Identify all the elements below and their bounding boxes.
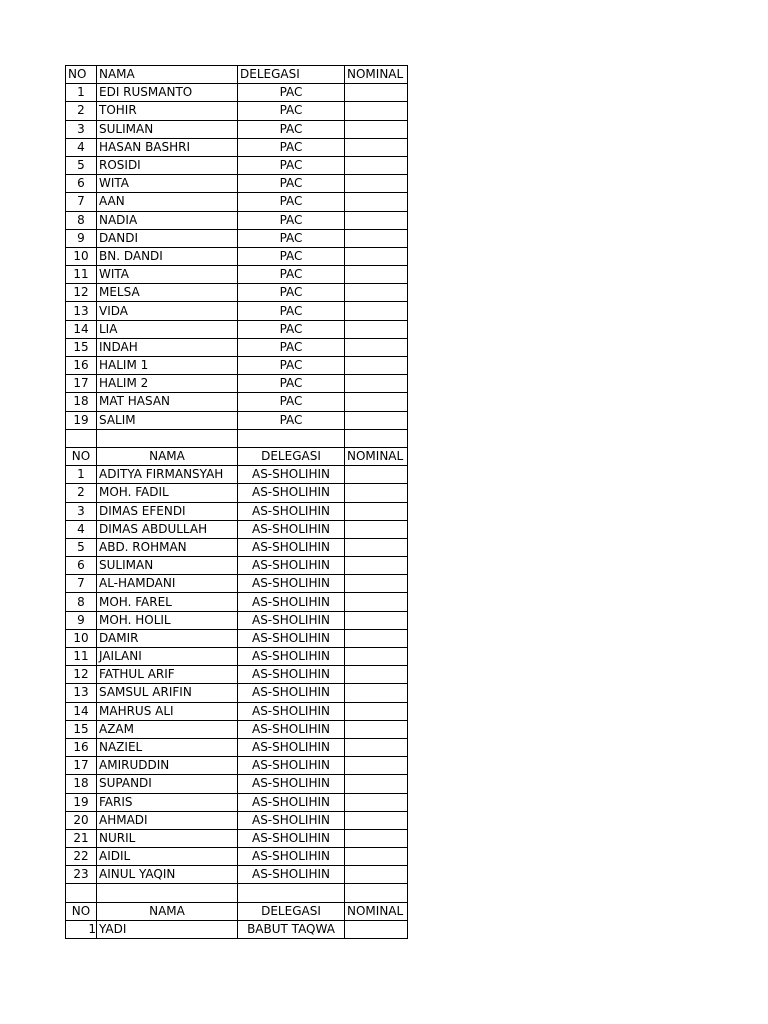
cell-nominal[interactable] — [345, 338, 408, 356]
cell-nama[interactable]: EDI RUSMANTO — [97, 84, 238, 102]
cell-nama[interactable]: AAN — [97, 193, 238, 211]
cell-nominal[interactable] — [345, 848, 408, 866]
table-row — [66, 757, 408, 775]
cell-nama[interactable]: DIMAS EFENDI — [97, 502, 238, 520]
cell-delegasi[interactable]: AS-SHOLIHIN — [238, 557, 345, 575]
cell-nominal[interactable] — [345, 829, 408, 847]
cell-no[interactable]: 8 — [66, 211, 97, 229]
cell-no[interactable]: 8 — [66, 593, 97, 611]
cell-delegasi[interactable]: PAC — [238, 175, 345, 193]
table-row — [66, 775, 408, 793]
table-row — [66, 266, 408, 284]
cell-no[interactable]: 18 — [66, 775, 97, 793]
cell-delegasi[interactable]: AS-SHOLIHIN — [238, 757, 345, 775]
spacer-row — [66, 884, 408, 902]
cell-delegasi[interactable]: AS-SHOLIHIN — [238, 829, 345, 847]
table-row — [66, 484, 408, 502]
cell-delegasi[interactable]: AS-SHOLIHIN — [238, 538, 345, 556]
delegation-table — [65, 65, 408, 939]
cell-nama[interactable]: MOH. FADIL — [97, 484, 238, 502]
cell-nama[interactable]: VIDA — [97, 302, 238, 320]
cell-nama[interactable]: AL-HAMDANI — [97, 575, 238, 593]
table-row — [66, 702, 408, 720]
cell-no[interactable]: 20 — [66, 811, 97, 829]
cell-no[interactable]: 16 — [66, 738, 97, 756]
cell-no[interactable]: 7 — [66, 193, 97, 211]
cell-delegasi[interactable]: PAC — [238, 193, 345, 211]
cell-delegasi[interactable]: AS-SHOLIHIN — [238, 684, 345, 702]
cell-no[interactable]: 10 — [66, 247, 97, 265]
empty-cell[interactable] — [345, 884, 408, 902]
cell-nominal[interactable] — [345, 920, 408, 938]
cell-nama[interactable]: DIMAS ABDULLAH — [97, 520, 238, 538]
empty-cell[interactable] — [97, 429, 238, 447]
cell-delegasi[interactable]: AS-SHOLIHIN — [238, 502, 345, 520]
cell-nominal[interactable] — [345, 84, 408, 102]
cell-no[interactable]: 6 — [66, 175, 97, 193]
cell-nama[interactable]: WITA — [97, 175, 238, 193]
empty-cell[interactable] — [66, 429, 97, 447]
cell-no[interactable]: 14 — [66, 320, 97, 338]
cell-nama[interactable]: SULIMAN — [97, 557, 238, 575]
cell-nama[interactable]: FARIS — [97, 793, 238, 811]
cell-nama[interactable]: NAZIEL — [97, 738, 238, 756]
cell-nominal[interactable] — [345, 357, 408, 375]
cell-nominal[interactable] — [345, 229, 408, 247]
table-row — [66, 357, 408, 375]
cell-no[interactable]: 11 — [66, 648, 97, 666]
header-row — [66, 66, 408, 84]
table-row — [66, 684, 408, 702]
cell-no[interactable]: 14 — [66, 702, 97, 720]
cell-delegasi[interactable]: PAC — [238, 357, 345, 375]
cell-nominal[interactable] — [345, 575, 408, 593]
table-row — [66, 211, 408, 229]
cell-delegasi[interactable]: AS-SHOLIHIN — [238, 866, 345, 884]
cell-delegasi[interactable]: AS-SHOLIHIN — [238, 793, 345, 811]
cell-no[interactable]: 17 — [66, 757, 97, 775]
cell-no[interactable]: 9 — [66, 611, 97, 629]
table-row — [66, 193, 408, 211]
cell-delegasi[interactable]: AS-SHOLIHIN — [238, 466, 345, 484]
cell-delegasi[interactable]: PAC — [238, 375, 345, 393]
cell-no[interactable]: 1 — [66, 466, 97, 484]
header-delegasi[interactable]: DELEGASI — [238, 447, 345, 465]
cell-delegasi[interactable]: AS-SHOLIHIN — [238, 520, 345, 538]
cell-nominal[interactable] — [345, 102, 408, 120]
cell-nama[interactable]: AIDIL — [97, 848, 238, 866]
table-row — [66, 738, 408, 756]
table-row — [66, 575, 408, 593]
header-nama[interactable]: NAMA — [97, 902, 238, 920]
table-row — [66, 247, 408, 265]
table-row — [66, 648, 408, 666]
cell-no[interactable]: 2 — [66, 102, 97, 120]
cell-delegasi[interactable]: BABUT TAQWA — [238, 920, 345, 938]
cell-delegasi[interactable]: PAC — [238, 156, 345, 174]
header-delegasi[interactable]: DELEGASI — [238, 902, 345, 920]
cell-no[interactable]: 5 — [66, 538, 97, 556]
table-row — [66, 593, 408, 611]
cell-nama[interactable]: YADI — [97, 920, 238, 938]
cell-no[interactable]: 6 — [66, 557, 97, 575]
table-row — [66, 84, 408, 102]
cell-no[interactable]: 15 — [66, 720, 97, 738]
cell-no[interactable]: 13 — [66, 684, 97, 702]
header-delegasi[interactable]: DELEGASI — [238, 66, 345, 84]
cell-nominal[interactable] — [345, 648, 408, 666]
cell-delegasi[interactable]: AS-SHOLIHIN — [238, 593, 345, 611]
table-row — [66, 629, 408, 647]
cell-nominal[interactable] — [345, 393, 408, 411]
table-body — [66, 66, 408, 939]
cell-delegasi[interactable]: PAC — [238, 102, 345, 120]
cell-no[interactable]: 23 — [66, 866, 97, 884]
cell-delegasi[interactable]: PAC — [238, 338, 345, 356]
cell-no[interactable]: 22 — [66, 848, 97, 866]
cell-nominal[interactable] — [345, 484, 408, 502]
empty-cell[interactable] — [345, 429, 408, 447]
cell-no[interactable]: 12 — [66, 284, 97, 302]
table-row — [66, 466, 408, 484]
cell-nominal[interactable] — [345, 156, 408, 174]
table-row — [66, 611, 408, 629]
cell-delegasi[interactable]: PAC — [238, 284, 345, 302]
cell-nominal[interactable] — [345, 684, 408, 702]
cell-nominal[interactable] — [345, 666, 408, 684]
cell-delegasi[interactable]: PAC — [238, 138, 345, 156]
cell-delegasi[interactable]: PAC — [238, 229, 345, 247]
cell-nama[interactable]: AINUL YAQIN — [97, 866, 238, 884]
cell-nama[interactable]: ADITYA FIRMANSYAH — [97, 466, 238, 484]
cell-nominal[interactable] — [345, 302, 408, 320]
table-row — [66, 793, 408, 811]
empty-cell[interactable] — [66, 884, 97, 902]
cell-nama[interactable]: SULIMAN — [97, 120, 238, 138]
cell-nama[interactable]: ROSIDI — [97, 156, 238, 174]
cell-nama[interactable]: MAT HASAN — [97, 393, 238, 411]
table-row — [66, 284, 408, 302]
cell-nominal[interactable] — [345, 411, 408, 429]
table-row — [66, 338, 408, 356]
cell-nama[interactable]: WITA — [97, 266, 238, 284]
table-row — [66, 520, 408, 538]
cell-delegasi[interactable]: AS-SHOLIHIN — [238, 848, 345, 866]
empty-cell[interactable] — [238, 429, 345, 447]
cell-nama[interactable]: SALIM — [97, 411, 238, 429]
cell-delegasi[interactable]: AS-SHOLIHIN — [238, 629, 345, 647]
cell-nominal[interactable] — [345, 720, 408, 738]
cell-nama[interactable]: HASAN BASHRI — [97, 138, 238, 156]
empty-cell[interactable] — [97, 884, 238, 902]
cell-delegasi[interactable]: PAC — [238, 120, 345, 138]
table-row — [66, 502, 408, 520]
cell-delegasi[interactable]: PAC — [238, 411, 345, 429]
header-nama[interactable]: NAMA — [97, 66, 238, 84]
cell-delegasi[interactable]: PAC — [238, 211, 345, 229]
cell-nama[interactable]: HALIM 2 — [97, 375, 238, 393]
table-row — [66, 866, 408, 884]
cell-nama[interactable]: NADIA — [97, 211, 238, 229]
table-row — [66, 375, 408, 393]
cell-nominal[interactable] — [345, 557, 408, 575]
cell-nominal[interactable] — [345, 538, 408, 556]
cell-delegasi[interactable]: AS-SHOLIHIN — [238, 702, 345, 720]
cell-nominal[interactable] — [345, 629, 408, 647]
cell-no[interactable]: 19 — [66, 793, 97, 811]
table-row — [66, 302, 408, 320]
cell-nominal[interactable] — [345, 502, 408, 520]
cell-nama[interactable]: NURIL — [97, 829, 238, 847]
cell-no[interactable]: 4 — [66, 138, 97, 156]
cell-delegasi[interactable]: PAC — [238, 302, 345, 320]
table-row — [66, 138, 408, 156]
cell-no[interactable]: 17 — [66, 375, 97, 393]
cell-nama[interactable]: LIA — [97, 320, 238, 338]
cell-nama[interactable]: HALIM 1 — [97, 357, 238, 375]
cell-nominal[interactable] — [345, 247, 408, 265]
header-nama[interactable]: NAMA — [97, 447, 238, 465]
table-row — [66, 720, 408, 738]
cell-no[interactable]: 10 — [66, 629, 97, 647]
cell-nominal[interactable] — [345, 466, 408, 484]
cell-nominal[interactable] — [345, 793, 408, 811]
cell-nominal[interactable] — [345, 193, 408, 211]
table-row — [66, 229, 408, 247]
table-row — [66, 320, 408, 338]
table-row — [66, 156, 408, 174]
cell-nominal[interactable] — [345, 120, 408, 138]
cell-nama[interactable]: AHMADI — [97, 811, 238, 829]
cell-no[interactable]: 15 — [66, 338, 97, 356]
cell-nama[interactable]: SAMSUL ARIFIN — [97, 684, 238, 702]
cell-no[interactable]: 1 — [66, 84, 97, 102]
cell-nominal[interactable] — [345, 775, 408, 793]
cell-delegasi[interactable]: AS-SHOLIHIN — [238, 720, 345, 738]
cell-delegasi[interactable]: PAC — [238, 393, 345, 411]
cell-no[interactable]: 18 — [66, 393, 97, 411]
cell-nominal[interactable] — [345, 866, 408, 884]
cell-delegasi[interactable]: AS-SHOLIHIN — [238, 666, 345, 684]
cell-no[interactable]: 9 — [66, 229, 97, 247]
cell-nama[interactable]: DANDI — [97, 229, 238, 247]
cell-delegasi[interactable]: PAC — [238, 266, 345, 284]
cell-nominal[interactable] — [345, 284, 408, 302]
cell-nama[interactable]: TOHIR — [97, 102, 238, 120]
cell-no[interactable]: 3 — [66, 120, 97, 138]
cell-no[interactable]: 3 — [66, 502, 97, 520]
header-nominal[interactable]: NOMINAL — [345, 902, 408, 920]
cell-no[interactable]: 7 — [66, 575, 97, 593]
table-row — [66, 175, 408, 193]
cell-delegasi[interactable]: AS-SHOLIHIN — [238, 775, 345, 793]
cell-no[interactable]: 5 — [66, 156, 97, 174]
cell-delegasi[interactable]: AS-SHOLIHIN — [238, 811, 345, 829]
cell-nominal[interactable] — [345, 738, 408, 756]
cell-no[interactable]: 1 — [66, 920, 97, 938]
cell-nominal[interactable] — [345, 593, 408, 611]
cell-nominal[interactable] — [345, 520, 408, 538]
cell-no[interactable]: 12 — [66, 666, 97, 684]
cell-nama[interactable]: SUPANDI — [97, 775, 238, 793]
table-row — [66, 848, 408, 866]
table-row — [66, 829, 408, 847]
table-row — [66, 666, 408, 684]
table-row — [66, 120, 408, 138]
cell-nominal[interactable] — [345, 757, 408, 775]
empty-cell[interactable] — [238, 884, 345, 902]
cell-nama[interactable]: MAHRUS ALI — [97, 702, 238, 720]
cell-no[interactable]: 2 — [66, 484, 97, 502]
cell-nominal[interactable] — [345, 175, 408, 193]
spreadsheet — [65, 65, 407, 939]
cell-nama[interactable]: MELSA — [97, 284, 238, 302]
cell-nama[interactable]: DAMIR — [97, 629, 238, 647]
cell-nominal[interactable] — [345, 320, 408, 338]
header-row — [66, 902, 408, 920]
table-row — [66, 920, 408, 938]
table-row — [66, 811, 408, 829]
cell-no[interactable]: 16 — [66, 357, 97, 375]
cell-no[interactable]: 21 — [66, 829, 97, 847]
cell-delegasi[interactable]: PAC — [238, 247, 345, 265]
cell-nominal[interactable] — [345, 375, 408, 393]
table-row — [66, 557, 408, 575]
header-no[interactable]: NO — [66, 447, 97, 465]
cell-nominal[interactable] — [345, 138, 408, 156]
table-row — [66, 102, 408, 120]
header-no[interactable]: NO — [66, 66, 97, 84]
table-row — [66, 411, 408, 429]
table-row — [66, 393, 408, 411]
cell-nama[interactable]: FATHUL ARIF — [97, 666, 238, 684]
cell-delegasi[interactable]: AS-SHOLIHIN — [238, 575, 345, 593]
cell-nama[interactable]: INDAH — [97, 338, 238, 356]
cell-delegasi[interactable]: AS-SHOLIHIN — [238, 738, 345, 756]
cell-delegasi[interactable]: AS-SHOLIHIN — [238, 648, 345, 666]
cell-nama[interactable]: MOH. HOLIL — [97, 611, 238, 629]
cell-nama[interactable]: AMIRUDDIN — [97, 757, 238, 775]
cell-nama[interactable]: ABD. ROHMAN — [97, 538, 238, 556]
cell-delegasi[interactable]: PAC — [238, 84, 345, 102]
table-row — [66, 538, 408, 556]
cell-delegasi[interactable]: AS-SHOLIHIN — [238, 484, 345, 502]
cell-no[interactable]: 11 — [66, 266, 97, 284]
cell-no[interactable]: 4 — [66, 520, 97, 538]
header-nominal[interactable]: NOMINAL — [345, 447, 408, 465]
cell-nominal[interactable] — [345, 211, 408, 229]
cell-nominal[interactable] — [345, 702, 408, 720]
cell-nominal[interactable] — [345, 266, 408, 284]
cell-delegasi[interactable]: AS-SHOLIHIN — [238, 611, 345, 629]
cell-nominal[interactable] — [345, 611, 408, 629]
cell-no[interactable]: 19 — [66, 411, 97, 429]
header-row — [66, 447, 408, 465]
cell-nominal[interactable] — [345, 811, 408, 829]
header-nominal[interactable]: NOMINAL — [345, 66, 408, 84]
cell-nama[interactable]: AZAM — [97, 720, 238, 738]
cell-delegasi[interactable]: PAC — [238, 320, 345, 338]
header-no[interactable]: NO — [66, 902, 97, 920]
cell-no[interactable]: 13 — [66, 302, 97, 320]
spacer-row — [66, 429, 408, 447]
cell-nama[interactable]: JAILANI — [97, 648, 238, 666]
cell-nama[interactable]: BN. DANDI — [97, 247, 238, 265]
cell-nama[interactable]: MOH. FAREL — [97, 593, 238, 611]
